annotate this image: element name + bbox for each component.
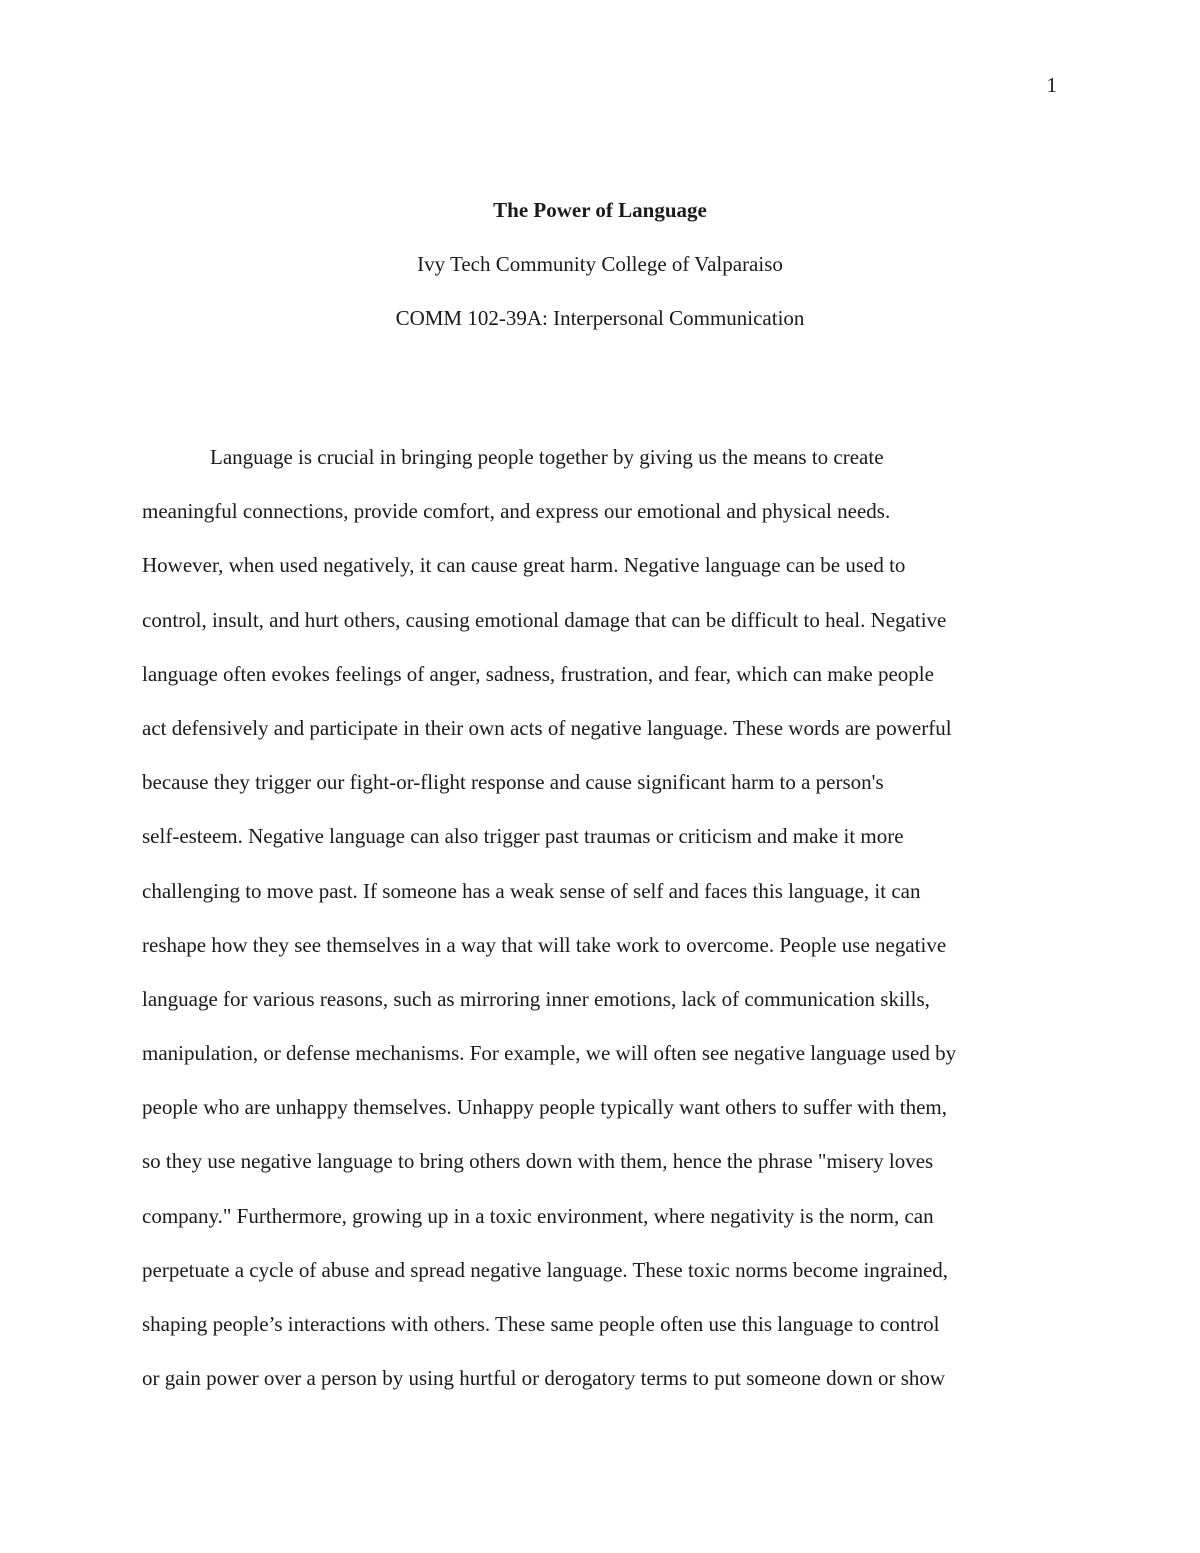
essay-body: [142, 443, 1062, 1418]
body-line: perpetuate a cycle of abuse and spread negative language. These toxic norms become ingrained,: [142, 1257, 949, 1282]
body-line: Language is crucial in bringing people together by giving us the means to create: [210, 445, 884, 469]
body-line: or gain power over a person by using hurtful or derogatory terms to put someone down or show: [142, 1366, 946, 1391]
institution-line: Ivy Tech Community College of Valparaiso: [417, 252, 783, 276]
page-number: 1: [1046, 73, 1057, 97]
body-line: shaping people’s interactions with others. These same people often use this language to control: [142, 1312, 940, 1336]
body-line: reshape how they see themselves in a way that will take work to overcome. People use negative: [142, 932, 947, 957]
body-line: because they trigger our fight-or-flight response and cause significant harm to a person's: [142, 770, 884, 795]
title-block: [0, 197, 1200, 359]
body-line: so they use negative language to bring others down with them, hence the phrase "misery loves: [142, 1149, 934, 1174]
body-line: meaningful connections, provide comfort, and express our emotional and physical needs.: [142, 499, 891, 524]
body-line: challenging to move past. If someone has a weak sense of self and faces this language, it can: [142, 878, 921, 903]
body-line: language often evokes feelings of anger, sadness, frustration, and fear, which can make people: [142, 661, 934, 686]
essay-title: The Power of Language: [493, 198, 707, 222]
body-line: manipulation, or defense mechanisms. For example, we will often see negative language used by: [142, 1041, 957, 1066]
body-line: company." Furthermore, growing up in a toxic environment, where negativity is the norm, can: [142, 1203, 934, 1228]
body-line: act defensively and participate in their own acts of negative language. These words are powerful: [142, 715, 952, 740]
body-line: language for various reasons, such as mirroring inner emotions, lack of communication skills,: [142, 986, 930, 1011]
body-line: However, when used negatively, it can cause great harm. Negative language can be used to: [142, 553, 906, 578]
course-line: COMM 102-39A: Interpersonal Communication: [395, 306, 805, 330]
body-line: self-esteem. Negative language can also trigger past traumas or criticism and make it more: [142, 824, 904, 849]
body-line: control, insult, and hurt others, causing emotional damage that can be difficult to heal. Negative: [142, 607, 947, 632]
body-line: people who are unhappy themselves. Unhappy people typically want others to suffer with them,: [142, 1095, 947, 1120]
